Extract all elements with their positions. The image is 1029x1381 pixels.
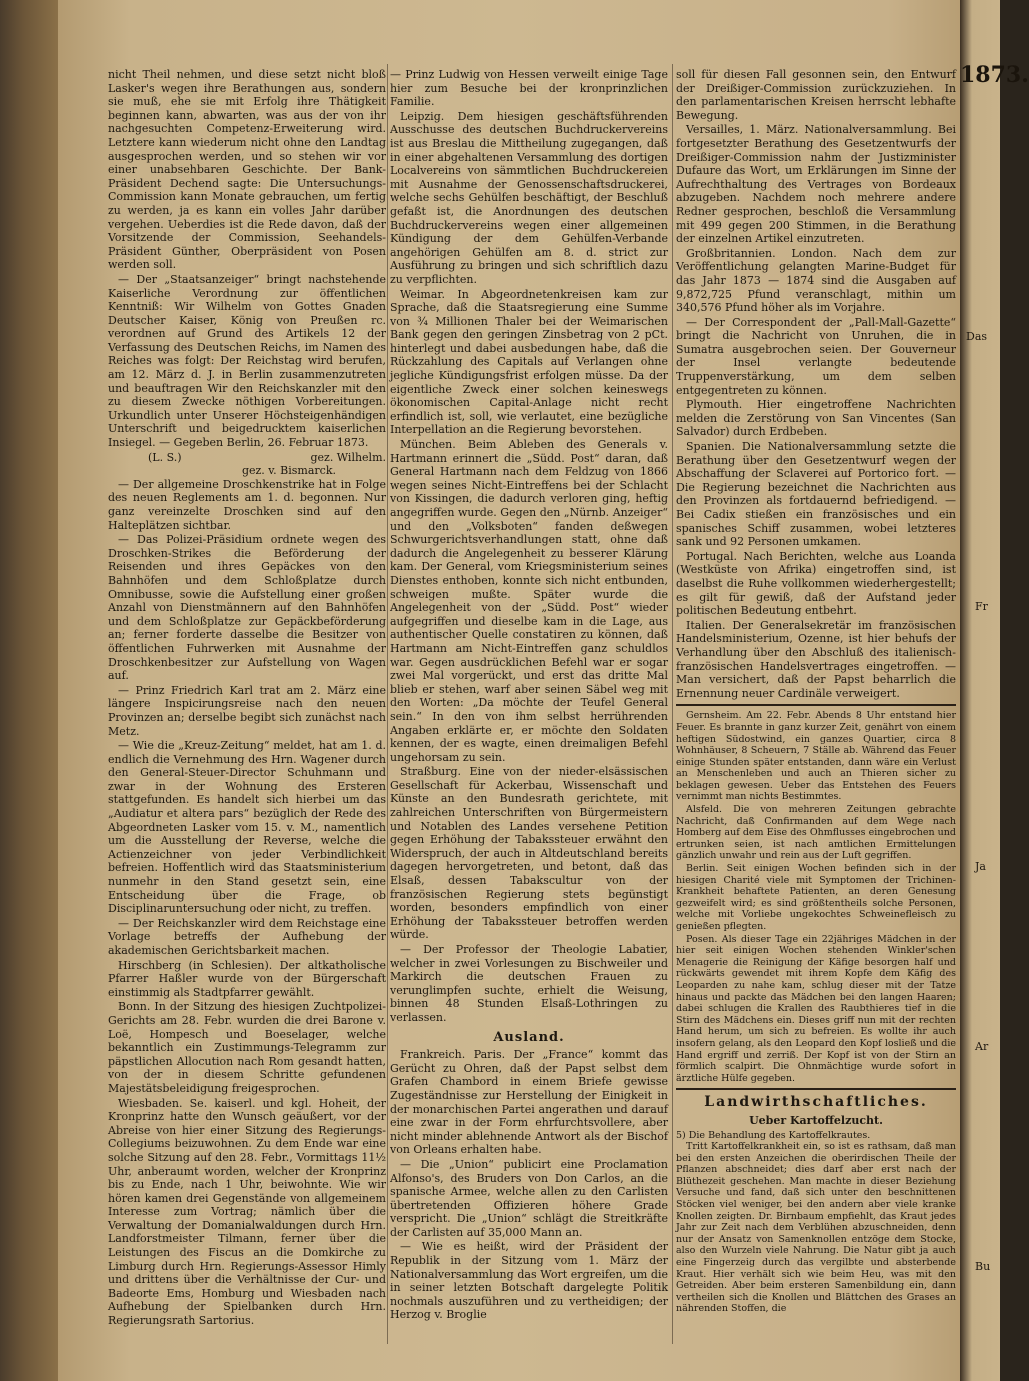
article-paragraph: Straßburg. Eine von der nieder-elsässischen Gesellschaft für Ackerbau, Wissenschaft und Künste an den Bundesrath gerichtete, mit zahlreichen Unterschriften von Bürgermeistern und Notablen des Landes versehene Petition gegen Erhöhung der Tabakssteuer erwähnt den Widerspruch, der auch in Altdeutschland bereits dagegen hervorgetreten, und betont, daß das Elsaß, dessen Tabakscultur von der französischen Regierung stets begünstigt worden, besonders empfindlich von einer Erhöhung der Tabakssteuer betroffen werden würde. [390, 765, 668, 942]
article-paragraph: nicht Theil nehmen, und diese setzt nicht bloß Lasker's wegen ihre Berathungen aus, sondern sie muß, ehe sie mit Erfolg ihre Thätigkeit beginnen kann, abwarten, was aus der von ihr nachgesuchten Competenz-Erweiterung wird. Letztere kann wiederum nicht ohne den Landtag ausgesprochen werden, und so stehen wir vor einer unabsehbaren Geschichte. Der Bank-Präsident Dechend sagte: Die Untersuchungs-Commission kann Monate gebrauchen, um fertig zu werden, ja es kann ein volles Jahr darüber vergehen. Ueberdies ist die Rede davon, daß der Vorsitzende der Commission, Seehandels-Präsident Günther, Oberpräsident von Posen werden soll. [108, 68, 386, 272]
article-paragraph: Plymouth. Hier eingetroffene Nachrichten melden die Zerstörung von San Vincentes (San Salvador) durch Erdbeben. [676, 398, 956, 439]
margin-fragment: Das [966, 330, 988, 343]
article-paragraph: Spanien. Die Nationalversammlung setzte die Berathung über den Gesetzentwurf wegen der Abschaffung der Sclaverei auf Portorico fort. — Die Regierung bezeichnet die Nachrichten aus den Provinzen als fortdauernd befriedigend. — Bei Cadix stießen ein französisches und ein spanisches Schiff zusammen, wobei letzteres sank und 92 Personen umkamen. [676, 440, 956, 549]
section-heading-ausland: Ausland. [493, 1029, 565, 1045]
column-divider [672, 64, 673, 1344]
numbered-item-title: 5) Die Behandlung des Kartoffelkrautes. [676, 1129, 871, 1141]
article-paragraph: Leipzig. Dem hiesigen geschäftsführenden Ausschusse des deutschen Buchdruckervereins ist aus Breslau die Mittheilung zugegangen, daß in einer abgehaltenen Versammlung des dortigen Localvereins von sämmtlichen Buchdruckereien mit Ausnahme der Genossenschaftsdruckerei, welche sechs Gehülfen beschäftigt, der Beschluß gefaßt ist, die Anordnungen des deutschen Buchdruckervereins wegen einer allgemeinen Kündigung der dem Gehülfen-Verbande angehörigen Gehülfen am 8. d. strict zur Ausführung zu bringen und sich schriftlich dazu zu verpflichten. [390, 109, 668, 286]
seal-mark: (L. S.) [148, 450, 182, 464]
article-paragraph: — Prinz Friedrich Karl trat am 2. März eine längere Inspicirungsreise nach den neuen Provinzen an; derselbe begibt sich zunächst nach Metz. [108, 683, 386, 738]
margin-fragment: Fr [975, 600, 988, 613]
article-paragraph: Portugal. Nach Berichten, welche aus Loanda (Westküste von Afrika) eingetroffen sind, ist daselbst die Ruhe vollkommen wiederhergestellt; es gilt für gewiß, daß der Aufstand jeder politischen Bedeutung entbehrt. [676, 549, 956, 618]
section-rule [676, 704, 956, 706]
article-paragraph: Bonn. In der Sitzung des hiesigen Zuchtpolizei-Gerichts am 28. Febr. wurden die drei Barone v. Loë, Hompesch und Boeselager, welche bekanntlich ein Zustimmungs-Telegramm zur päpstlichen Allocution nach Rom gesandt hatten, von der in diesem Schritte gefundenen Majestätsbeleidigung freigesprochen. [108, 1000, 386, 1095]
year-header: 1873. [960, 62, 1029, 88]
article-paragraph: — Der Professor der Theologie Labatier, welcher in zwei Vorlesungen zu Bischweiler und Markirch die deutschen Frauen zu verunglimpfen suchte, erhielt die Weisung, binnen 48 Stunden Elsaß-Lothringen zu verlassen. [390, 943, 668, 1024]
article-paragraph: Versailles, 1. März. Nationalversammlung. Bei fortgesetzter Berathung des Gesetzentwurfs der Dreißiger-Commission nahm der Justizminister Dufaure das Wort, um Erklärungen im Sinne der Aufrechthaltung des Vertrages von Bordeaux abzugeben. Nachdem noch mehrere andere Redner gesprochen, beschloß die Versammlung mit 499 gegen 200 Stimmen, in die Berathung der einzelnen Artikel einzutreten. [676, 123, 956, 246]
article-paragraph: Frankreich. Paris. Der „France“ kommt das Gerücht zu Ohren, daß der Papst selbst dem Grafen Chambord in einem Briefe gewisse Zugeständnisse zur Herstellung der Einigkeit in der monarchischen Partei angerathen und darauf eine zwar in der Form ehrfurchtsvollere, aber nicht minder ablehnende Antwort als der Bischof von Orleans erhalten habe. [390, 1048, 668, 1157]
article-paragraph: — Der Correspondent der „Pall-Mall-Gazette“ bringt die Nachricht von Unruhen, die in Sumatra ausgebrochen seien. Der Gouverneur der Insel verlangte bedeutende Truppenverstärkung, um dem selben entgegentreten zu können. [676, 315, 956, 397]
article-paragraph: soll für diesen Fall gesonnen sein, den Entwurf der Dreißiger-Commission zurückzuziehen. In den parlamentarischen Kreisen herrscht lebhafte Bewegung. [676, 68, 956, 122]
section-heading-landwirthschaft: Landwirthschaftliches. [704, 1094, 928, 1111]
news-item: Berlin. Seit einigen Wochen befinden sich in der hiesigen Charité viele mit Symptomen der Trichinen-Krankheit behaftete Patienten, an deren Genesung gezweifelt wird; es sind größtentheils solche Personen, welche mit Vorliebe ungekochtes Schweinefleisch zu genießen pflegten. [676, 863, 956, 932]
signature-emperor: gez. Wilhelm. [310, 450, 386, 464]
article-paragraph: — Prinz Ludwig von Hessen verweilt einige Tage hier zum Besuche bei der kronprinzlichen Familie. [390, 68, 668, 109]
column-3 [676, 68, 956, 1316]
margin-fragment: Bu [975, 1260, 991, 1273]
signature-block [108, 451, 386, 465]
column-1 [108, 68, 386, 1329]
column-2 [390, 68, 668, 1323]
article-paragraph: Hirschberg (in Schlesien). Der altkatholische Pfarrer Haßler wurde von der Bürgerschaft einstimmig als Stadtpfarrer gewählt. [108, 958, 386, 999]
article-paragraph: — Wie die „Kreuz-Zeitung“ meldet, hat am 1. d. endlich die Vernehmung des Hrn. Wagener durch den General-Steuer-Director Schuhmann und zwar in der Wohnung des Ersteren stattgefunden. Es handelt sich hierbei um das „Audiatur et altera pars“ bezüglich der Rede des Abgeordneten Lasker vom 15. v. M., namentlich um die Ausstellung der Reverse, welche die Actienzeichner von jeder Verbindlichkeit befreien. Hoffentlich wird das Staatsministerium nunmehr in den Stand gesetzt sein, eine Entscheidung über die Frage, ob Disciplinaruntersuchung oder nicht, zu treffen. [108, 739, 386, 916]
article-paragraph: — Die „Union“ publicirt eine Proclamation Alfonso's, des Bruders von Don Carlos, an die spanische Armee, welche allen zu den Carlisten übertretenden Offizieren höhere Grade verspricht. Die „Union“ schlägt die Streitkräfte der Carlisten auf 35,000 Mann an. [390, 1157, 668, 1239]
column-divider [387, 64, 388, 1344]
news-item: Gernsheim. Am 22. Febr. Abends 8 Uhr entstand hier Feuer. Es brannte in ganz kurzer Zeit, genährt von einem heftigen Südostwind, ein ganzes Quartier, circa 8 Wohnhäuser, 8 Scheuern, 7 Ställe ab. Während das Feuer einige Stunden später entstanden, dann wäre ein Verlust an Menschenleben und auch an Thieren sicher zu beklagen gewesen. Ueber das Entstehen des Feuers vernimmt man nichts Bestimmtes. [676, 710, 956, 803]
article-paragraph: — Der „Staatsanzeiger“ bringt nachstehende Kaiserliche Verordnung zur öffentlichen Kenntniß: Wir Wilhelm von Gottes Gnaden Deutscher Kaiser, König von Preußen rc. verordnen auf Grund des Artikels 12 der Verfassung des Deutschen Reichs, im Namen des Reiches was folgt: Der Reichstag wird berufen, am 12. März d. J. in Berlin zusammenzutreten und beauftragen Wir den Reichskanzler mit den zu diesem Zwecke nöthigen Vorbereitungen. Urkundlich unter Unserer Höchsteigenhändigen Unterschrift und beigedrucktem kaiserlichen Insiegel. — Gegeben Berlin, 26. Februar 1873. [108, 272, 386, 450]
article-paragraph: — Das Polizei-Präsidium ordnete wegen des Droschken-Strikes die Beförderung der Reisenden und ihres Gepäckes von den Bahnhöfen und dem Schloßplatze durch Omnibusse, sowie die Aufstellung einer großen Anzahl von Dienstmännern auf den Bahnhöfen und dem Schloßplatze zur Gepäckbeförderung an; ferner forderte dasselbe die Besitzer von öffentlichen Fuhrwerken mit Ausnahme der Droschkenbesitzer zur Aufstellung von Wagen auf. [108, 533, 386, 683]
margin-fragment: Ar [975, 1040, 989, 1053]
news-item: Posen. Als dieser Tage ein 22jähriges Mädchen in der hier seit einigen Wochen stehenden Winkler'schen Menagerie die Reinigung der Käfige besorgen half und rückwärts gewendet mit ihrem Kopfe dem Käfig des Leoparden zu nahe kam, schlug dieser mit der Tatze hinaus und packte das Mädchen bei den langen Haaren; dabei schlugen die Krallen des Raubthieres tief in die Stirn des Mädchens ein. Dieses griff nun mit der rechten Hand herum, um sich zu befreien. Es wollte ihr auch insofern gelang, als den Leopard den Kopf losließ und die Hand ergriff und zerriß. Der Kopf ist von der Stirn an förmlich scalpirt. Die Ohnmächtige wurde sofort in ärztliche Hülfe gegeben. [676, 933, 956, 1084]
article-paragraph: Italien. Der Generalsekretär im französischen Handelsministerium, Ozenne, ist hier behufs der Verhandlung über den Abschluß des italienisch-französischen Handelsvertrages eingetroffen. — Man versichert, daß der Papst beharrlich die Ernennung neuer Cardinäle verweigert. [676, 618, 956, 700]
margin-fragment: Ja [975, 860, 986, 873]
news-item: Alsfeld. Die von mehreren Zeitungen gebrachte Nachricht, daß Confirmanden auf dem Wege nach Homberg auf dem Eise des Ohmflusses eingebrochen und ertrunken seien, ist nach amtlichen Ermittelungen gänzlich unwahr und rein aus der Luft gegriffen. [676, 804, 956, 862]
local-news [676, 710, 956, 1084]
article-paragraph: Großbritannien. London. Nach dem zur Veröffentlichung gelangten Marine-Budget für das Jahr 1873 — 1874 sind die Ausgaben auf 9,872,725 Pfund veranschlagt, mithin um 340,576 Pfund höher als im Vorjahre. [676, 246, 956, 315]
article-paragraph: Wiesbaden. Se. kaiserl. und kgl. Hoheit, der Kronprinz hatte den Wunsch geäußert, vor der Abreise von hier einer Sitzung des Regierungs-Collegiums beizuwohnen. Zu dem Ende war eine solche Sitzung auf den 28. Febr., Vormittags 11½ Uhr, anberaumt worden, welcher der Kronprinz bis zu Ende, nach 1 Uhr, beiwohnte. Wie wir hören kamen drei Gegenstände von allgemeinem Interesse zum Vortrag; nämlich über die Verwaltung der Domanialwaldungen durch Hrn. Landforstmeister Tilmann, ferner über die Leistungen des Fiscus an die Domkirche zu Limburg durch Hrn. Regierungs-Assessor Himly und drittens über die Verhältnisse der Cur- und Badeorte Ems, Homburg und Wiesbaden nach Aufhebung der Spielbanken durch Hrn. Regierungsrath Sartorius. [108, 1096, 386, 1328]
section-rule [676, 1088, 956, 1090]
next-page-edge [960, 0, 1000, 1381]
article-paragraph: — Wie es heißt, wird der Präsident der Republik in der Sitzung vom 1. März der Nationalversammlung das Wort ergreifen, um die in seiner letzten Botschaft dargelegte Politik nochmals auszuführen und zu vertheidigen; der Herzog v. Broglie [390, 1240, 668, 1322]
book-binding [0, 0, 58, 1381]
article-paragraph: — Der Reichskanzler wird dem Reichstage eine Vorlage betreffs der Aufhebung der akademischen Gerichtsbarkeit machen. [108, 916, 386, 957]
subheading: Ueber Kartoffelzucht. [749, 1113, 883, 1127]
article-paragraph: München. Beim Ableben des Generals v. Hartmann erinnert die „Südd. Post“ daran, daß General Hartmann nach dem Feldzug von 1866 wegen seines Nicht-Eintreffens bei der Schlacht von Kissingen, die dadurch verloren ging, heftig angegriffen wurde. Gegen den „Nürnb. Anzeiger“ und den „Volksboten“ fanden deßwegen Schwurgerichtsverhandlungen statt, ohne daß dadurch die Angelegenheit zu besserer Klärung kam. Der General, vom Kriegsministerium seines Dienstes enthoben, konnte sich nicht entbunden, schweigen mußte. Später wurde die Angelegenheit von der „Südd. Post“ wieder aufgegriffen und dieselbe kam in die Lage, aus authentischer Quelle constatiren zu können, daß Hartmann am Nicht-Eintreffen ganz schuldlos war. Gegen ausdrücklichen Befehl war er sogar zwei Mal vorgerückt, und erst das dritte Mal blieb er stehen, warf aber seinen Säbel weg mit den Worten: „Da möchte der Teufel General sein.“ In den von ihm selbst herrührenden Angaben erklärte er, er möchte den Soldaten kennen, der es wagte, einen dreimaligen Befehl ungehorsam zu sein. [390, 438, 668, 764]
article-paragraph: — Der allgemeine Droschkenstrike hat in Folge des neuen Reglements am 1. d. begonnen. Nur ganz vereinzelte Droschken sind auf den Halteplätzen sichtbar. [108, 477, 386, 532]
article-paragraph: Tritt Kartoffelkrankheit ein, so ist es rathsam, daß man bei den ersten Anzeichen die oberirdischen Theile der Pflanzen abschneidet; dies darf aber erst nach der Blüthezeit geschehen. Man machte in dieser Beziehung Versuche und fand, daß sich unter den beschnittenen Stöcken viel weniger, bei den andern aber viele kranke Knollen zeigten. Dr. Birnbaum empfiehlt, das Kraut jedes Jahr zur Zeit nach dem Verblühen abzuschneiden, denn nur der Ansatz von Samenknollen entzöge dem Stocke, also den Wurzeln viele Nahrung. Die Natur gibt ja auch eine Fingerzeig durch das vergilbte und absterbende Kraut. Hier verhält sich wie beim Heu, was mit den Getreiden. Aber beim ersteren Samenbildung ein, dann vertheilen sich die Knollen und Blättchen des Grases an nährenden Stoffen, die [676, 1141, 956, 1315]
signature-chancellor: gez. v. Bismarck. [241, 464, 336, 478]
article-paragraph: Weimar. In Abgeordnetenkreisen kam zur Sprache, daß die Staatsregierung eine Summe von ¾ Millionen Thaler bei der Weimarischen Bank gegen den geringen Zinsbetrag von 2 pCt. hinterlegt und dabei ausbedungen habe, daß die Rückzahlung des Capitals auf Verlangen ohne jegliche Kündigungsfrist erfolgen müsse. Da der eigentliche Zweck einer solchen keineswegs ökonomischen Capital-Anlage nicht recht erfindlich ist, soll, wie verlautet, eine bezügliche Interpellation an die Regierung bevorstehen. [390, 287, 668, 437]
